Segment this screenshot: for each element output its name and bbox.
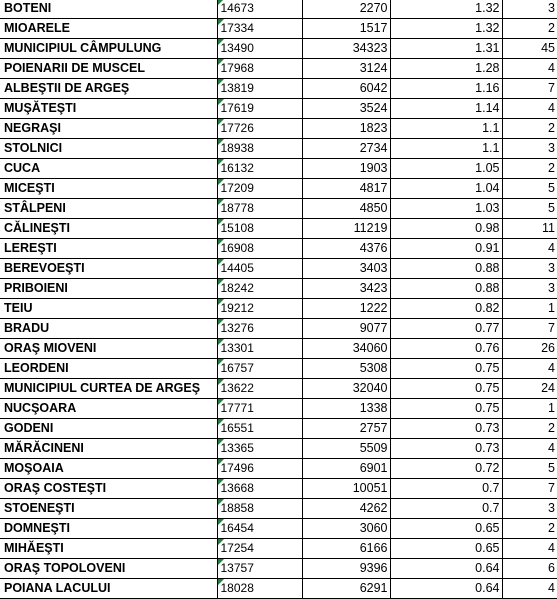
cell-text: 13276 — [220, 321, 254, 335]
siruta-code-cell[interactable] — [217, 99, 302, 119]
siruta-code-cell[interactable] — [217, 199, 302, 219]
incidence-rate-cell[interactable]: 1.04 — [390, 179, 502, 199]
cell-text: 16132 — [220, 161, 254, 175]
number-stored-as-text-indicator-icon — [218, 19, 224, 25]
cell-text: 19212 — [220, 301, 254, 315]
siruta-code-cell[interactable] — [217, 59, 302, 79]
locality-name-cell[interactable]: GODENI — [0, 419, 217, 439]
locality-name-cell[interactable]: LEORDENI — [0, 359, 217, 379]
siruta-code-cell[interactable] — [217, 399, 302, 419]
number-stored-as-text-indicator-icon — [218, 499, 224, 505]
siruta-code-cell[interactable] — [217, 259, 302, 279]
cell-text: 13757 — [220, 561, 254, 575]
table-row — [0, 319, 557, 339]
table-row — [0, 559, 557, 579]
siruta-code-cell[interactable] — [217, 119, 302, 139]
incidence-rate-cell[interactable]: 0.91 — [390, 239, 502, 259]
case-count-cell[interactable]: 24 — [502, 379, 557, 399]
cell-text: 17254 — [220, 541, 254, 555]
population-cell[interactable]: 6901 — [302, 459, 390, 479]
locality-name-cell[interactable]: ORAŞ MIOVENI — [0, 339, 217, 359]
cell-text: 17209 — [220, 181, 254, 195]
population-cell[interactable]: 3124 — [302, 59, 390, 79]
case-count-cell[interactable]: 2 — [502, 19, 557, 39]
cell-text: 17968 — [220, 61, 254, 75]
number-stored-as-text-indicator-icon — [218, 519, 224, 525]
population-cell[interactable]: 11219 — [302, 219, 390, 239]
number-stored-as-text-indicator-icon — [218, 259, 224, 265]
case-count-cell[interactable]: 4 — [502, 539, 557, 559]
cell-text: 13622 — [220, 381, 254, 395]
incidence-rate-cell[interactable]: 1.16 — [390, 79, 502, 99]
incidence-rate-cell[interactable]: 1.1 — [390, 119, 502, 139]
incidence-rate-cell[interactable]: 0.98 — [390, 219, 502, 239]
table-row — [0, 59, 557, 79]
table-row — [0, 419, 557, 439]
locality-name-cell[interactable]: TEIU — [0, 299, 217, 319]
table-row — [0, 219, 557, 239]
case-count-cell[interactable]: 5 — [502, 179, 557, 199]
siruta-code-cell[interactable] — [217, 39, 302, 59]
incidence-rate-cell[interactable]: 0.75 — [390, 359, 502, 379]
cell-text: 13668 — [220, 481, 254, 495]
case-count-cell[interactable]: 3 — [502, 139, 557, 159]
number-stored-as-text-indicator-icon — [218, 99, 224, 105]
number-stored-as-text-indicator-icon — [218, 459, 224, 465]
number-stored-as-text-indicator-icon — [218, 139, 224, 145]
population-cell[interactable]: 1222 — [302, 299, 390, 319]
population-cell[interactable]: 2757 — [302, 419, 390, 439]
number-stored-as-text-indicator-icon — [218, 39, 224, 45]
siruta-code-cell[interactable] — [217, 539, 302, 559]
incidence-rate-cell[interactable]: 0.72 — [390, 459, 502, 479]
locality-name-cell[interactable]: MICEŞTI — [0, 179, 217, 199]
case-count-cell[interactable]: 26 — [502, 339, 557, 359]
case-count-cell[interactable]: 11 — [502, 219, 557, 239]
population-cell[interactable]: 4262 — [302, 499, 390, 519]
locality-name-cell[interactable]: LEREŞTI — [0, 239, 217, 259]
locality-name-cell[interactable]: MUŞĂTEŞTI — [0, 99, 217, 119]
siruta-code-cell[interactable] — [217, 419, 302, 439]
population-cell[interactable]: 34060 — [302, 339, 390, 359]
population-cell[interactable]: 4376 — [302, 239, 390, 259]
siruta-code-cell[interactable] — [217, 179, 302, 199]
siruta-code-cell[interactable] — [217, 459, 302, 479]
table-row — [0, 19, 557, 39]
population-cell[interactable]: 5308 — [302, 359, 390, 379]
locality-name-cell[interactable]: BRADU — [0, 319, 217, 339]
cell-text: 17771 — [220, 401, 254, 415]
table-row — [0, 139, 557, 159]
locality-name-cell[interactable]: MIOARELE — [0, 19, 217, 39]
locality-name-cell[interactable]: BOTENI — [0, 0, 217, 19]
case-count-cell[interactable]: 2 — [502, 419, 557, 439]
cell-text: 14405 — [220, 261, 254, 275]
table-row — [0, 459, 557, 479]
incidence-rate-cell[interactable]: 0.7 — [390, 499, 502, 519]
table-row — [0, 279, 557, 299]
incidence-rate-cell[interactable]: 1.1 — [390, 139, 502, 159]
table-row — [0, 579, 557, 599]
incidence-rate-cell[interactable]: 0.75 — [390, 399, 502, 419]
siruta-code-cell[interactable] — [217, 379, 302, 399]
case-count-cell[interactable]: 7 — [502, 79, 557, 99]
population-cell[interactable]: 32040 — [302, 379, 390, 399]
cell-text: 18242 — [220, 281, 254, 295]
number-stored-as-text-indicator-icon — [218, 579, 224, 585]
locality-name-cell[interactable]: MUNICIPIUL CURTEA DE ARGEŞ — [0, 379, 217, 399]
number-stored-as-text-indicator-icon — [218, 359, 224, 365]
table-row — [0, 399, 557, 419]
case-count-cell[interactable]: 7 — [502, 319, 557, 339]
table-row — [0, 0, 557, 19]
case-count-cell[interactable]: 3 — [502, 259, 557, 279]
incidence-rate-cell[interactable]: 1.05 — [390, 159, 502, 179]
siruta-code-cell[interactable] — [217, 499, 302, 519]
locality-name-cell[interactable]: MĂRĂCINENI — [0, 439, 217, 459]
number-stored-as-text-indicator-icon — [218, 439, 224, 445]
table-row — [0, 79, 557, 99]
siruta-code-cell[interactable] — [217, 519, 302, 539]
incidence-rate-cell[interactable]: 0.77 — [390, 319, 502, 339]
cell-text: 18778 — [220, 201, 254, 215]
incidence-rate-cell[interactable]: 0.76 — [390, 339, 502, 359]
table-row — [0, 159, 557, 179]
locality-name-cell[interactable]: STOLNICI — [0, 139, 217, 159]
locality-name-cell[interactable]: ALBEŞTII DE ARGEŞ — [0, 79, 217, 99]
cell-text: 18028 — [220, 581, 254, 595]
locality-name-cell[interactable]: CĂLINEŞTI — [0, 219, 217, 239]
table-row — [0, 199, 557, 219]
siruta-code-cell[interactable] — [217, 299, 302, 319]
incidence-rate-cell[interactable]: 1.32 — [390, 19, 502, 39]
locality-name-cell[interactable]: NUCŞOARA — [0, 399, 217, 419]
cell-text: 17619 — [220, 101, 254, 115]
population-cell[interactable]: 1338 — [302, 399, 390, 419]
population-cell[interactable]: 3060 — [302, 519, 390, 539]
incidence-rate-cell[interactable]: 0.88 — [390, 279, 502, 299]
case-count-cell[interactable]: 4 — [502, 239, 557, 259]
case-count-cell[interactable]: 2 — [502, 519, 557, 539]
table-row — [0, 439, 557, 459]
siruta-code-cell[interactable] — [217, 279, 302, 299]
locality-name-cell[interactable]: NEGRAŞI — [0, 119, 217, 139]
table-row — [0, 299, 557, 319]
number-stored-as-text-indicator-icon — [218, 559, 224, 565]
incidence-rate-cell[interactable]: 0.82 — [390, 299, 502, 319]
cell-text: 16551 — [220, 421, 254, 435]
number-stored-as-text-indicator-icon — [218, 339, 224, 345]
population-cell[interactable]: 3403 — [302, 259, 390, 279]
number-stored-as-text-indicator-icon — [218, 79, 224, 85]
table-row — [0, 539, 557, 559]
population-cell[interactable]: 10051 — [302, 479, 390, 499]
case-count-cell[interactable]: 1 — [502, 399, 557, 419]
cell-text: 17726 — [220, 121, 254, 135]
locality-name-cell[interactable]: MUNICIPIUL CÂMPULUNG — [0, 39, 217, 59]
table-row — [0, 379, 557, 399]
number-stored-as-text-indicator-icon — [218, 179, 224, 185]
cell-text: 16757 — [220, 361, 254, 375]
incidence-rate-cell[interactable]: 0.65 — [390, 519, 502, 539]
number-stored-as-text-indicator-icon — [218, 399, 224, 405]
case-count-cell[interactable]: 3 — [502, 499, 557, 519]
table-row — [0, 119, 557, 139]
case-count-cell[interactable]: 1 — [502, 299, 557, 319]
number-stored-as-text-indicator-icon — [218, 419, 224, 425]
population-cell[interactable]: 1823 — [302, 119, 390, 139]
cell-text: 14673 — [220, 1, 254, 15]
cell-text: 18938 — [220, 141, 254, 155]
population-cell[interactable]: 2270 — [302, 0, 390, 19]
number-stored-as-text-indicator-icon — [218, 199, 224, 205]
population-cell[interactable]: 4817 — [302, 179, 390, 199]
population-cell[interactable]: 1903 — [302, 159, 390, 179]
table-row — [0, 359, 557, 379]
siruta-code-cell[interactable] — [217, 239, 302, 259]
population-cell[interactable]: 2734 — [302, 139, 390, 159]
cell-text: 16908 — [220, 241, 254, 255]
incidence-rate-cell[interactable]: 0.75 — [390, 379, 502, 399]
table-row — [0, 259, 557, 279]
locality-name-cell[interactable]: POIENARII DE MUSCEL — [0, 59, 217, 79]
siruta-code-cell[interactable] — [217, 439, 302, 459]
incidence-rate-cell[interactable]: 1.28 — [390, 59, 502, 79]
siruta-code-cell[interactable] — [217, 479, 302, 499]
locality-name-cell[interactable]: STOENEŞTI — [0, 499, 217, 519]
siruta-code-cell[interactable] — [217, 219, 302, 239]
siruta-code-cell[interactable] — [217, 359, 302, 379]
case-count-cell[interactable]: 45 — [502, 39, 557, 59]
cell-text: 13301 — [220, 341, 254, 355]
table-row — [0, 99, 557, 119]
incidence-rate-cell[interactable]: 0.73 — [390, 419, 502, 439]
cell-text: 17334 — [220, 21, 254, 35]
table-row — [0, 239, 557, 259]
siruta-code-cell[interactable] — [217, 339, 302, 359]
cell-text: 13365 — [220, 441, 254, 455]
table-row — [0, 519, 557, 539]
table-row — [0, 479, 557, 499]
siruta-code-cell[interactable] — [217, 559, 302, 579]
cell-text: 18858 — [220, 501, 254, 515]
locality-name-cell[interactable]: MOŞOAIA — [0, 459, 217, 479]
case-count-cell[interactable]: 4 — [502, 579, 557, 599]
case-count-cell[interactable]: 2 — [502, 159, 557, 179]
population-cell[interactable]: 34323 — [302, 39, 390, 59]
population-cell[interactable]: 9396 — [302, 559, 390, 579]
number-stored-as-text-indicator-icon — [218, 299, 224, 305]
incidence-rate-cell[interactable]: 0.64 — [390, 579, 502, 599]
number-stored-as-text-indicator-icon — [218, 279, 224, 285]
number-stored-as-text-indicator-icon — [218, 0, 224, 5]
number-stored-as-text-indicator-icon — [218, 379, 224, 385]
case-count-cell[interactable]: 3 — [502, 279, 557, 299]
siruta-code-cell[interactable] — [217, 139, 302, 159]
siruta-code-cell[interactable] — [217, 159, 302, 179]
locality-name-cell[interactable]: BEREVOEŞTI — [0, 259, 217, 279]
locality-name-cell[interactable]: ORAŞ COSTEŞTI — [0, 479, 217, 499]
number-stored-as-text-indicator-icon — [218, 479, 224, 485]
incidence-rate-cell[interactable]: 0.88 — [390, 259, 502, 279]
locality-name-cell[interactable]: POIANA LACULUI — [0, 579, 217, 599]
siruta-code-cell[interactable] — [217, 19, 302, 39]
locality-name-cell[interactable]: MIHĂEŞTI — [0, 539, 217, 559]
population-cell[interactable]: 6291 — [302, 579, 390, 599]
incidence-rate-cell[interactable]: 1.32 — [390, 0, 502, 19]
siruta-code-cell[interactable] — [217, 79, 302, 99]
case-count-cell[interactable]: 4 — [502, 359, 557, 379]
table-row — [0, 339, 557, 359]
case-count-cell[interactable]: 2 — [502, 119, 557, 139]
incidence-rate-cell[interactable]: 0.64 — [390, 559, 502, 579]
case-count-cell[interactable]: 3 — [502, 0, 557, 19]
siruta-code-cell[interactable] — [217, 319, 302, 339]
case-count-cell[interactable]: 4 — [502, 59, 557, 79]
cell-text: 17496 — [220, 461, 254, 475]
locality-name-cell[interactable]: ORAŞ TOPOLOVENI — [0, 559, 217, 579]
number-stored-as-text-indicator-icon — [218, 319, 224, 325]
incidence-rate-cell[interactable]: 1.14 — [390, 99, 502, 119]
number-stored-as-text-indicator-icon — [218, 159, 224, 165]
locality-name-cell[interactable]: PRIBOIENI — [0, 279, 217, 299]
population-cell[interactable]: 5509 — [302, 439, 390, 459]
case-count-cell[interactable]: 4 — [502, 99, 557, 119]
number-stored-as-text-indicator-icon — [218, 539, 224, 545]
number-stored-as-text-indicator-icon — [218, 59, 224, 65]
population-cell[interactable]: 1517 — [302, 19, 390, 39]
population-cell[interactable]: 3524 — [302, 99, 390, 119]
number-stored-as-text-indicator-icon — [218, 219, 224, 225]
population-cell[interactable]: 3423 — [302, 279, 390, 299]
cell-text: 15108 — [220, 221, 254, 235]
table-row — [0, 499, 557, 519]
number-stored-as-text-indicator-icon — [218, 119, 224, 125]
population-cell[interactable]: 9077 — [302, 319, 390, 339]
case-count-cell[interactable]: 5 — [502, 459, 557, 479]
case-count-cell[interactable]: 7 — [502, 479, 557, 499]
case-count-cell[interactable]: 4 — [502, 439, 557, 459]
cell-text: 13819 — [220, 81, 254, 95]
cell-text: 16454 — [220, 521, 254, 535]
incidence-rate-cell[interactable]: 1.03 — [390, 199, 502, 219]
cell-text: 13490 — [220, 41, 254, 55]
population-cell[interactable]: 4850 — [302, 199, 390, 219]
case-count-cell[interactable]: 6 — [502, 559, 557, 579]
siruta-code-cell[interactable] — [217, 579, 302, 599]
locality-name-cell[interactable]: STÂLPENI — [0, 199, 217, 219]
incidence-rate-cell[interactable]: 0.65 — [390, 539, 502, 559]
siruta-code-cell[interactable] — [217, 0, 302, 19]
table-row — [0, 179, 557, 199]
locality-name-cell[interactable]: CUCA — [0, 159, 217, 179]
population-cell[interactable]: 6166 — [302, 539, 390, 559]
table-row — [0, 39, 557, 59]
incidence-rate-cell[interactable]: 0.7 — [390, 479, 502, 499]
incidence-rate-cell[interactable]: 1.31 — [390, 39, 502, 59]
locality-name-cell[interactable]: DOMNEŞTI — [0, 519, 217, 539]
population-cell[interactable]: 6042 — [302, 79, 390, 99]
incidence-rate-cell[interactable]: 0.73 — [390, 439, 502, 459]
number-stored-as-text-indicator-icon — [218, 239, 224, 245]
case-count-cell[interactable]: 5 — [502, 199, 557, 219]
